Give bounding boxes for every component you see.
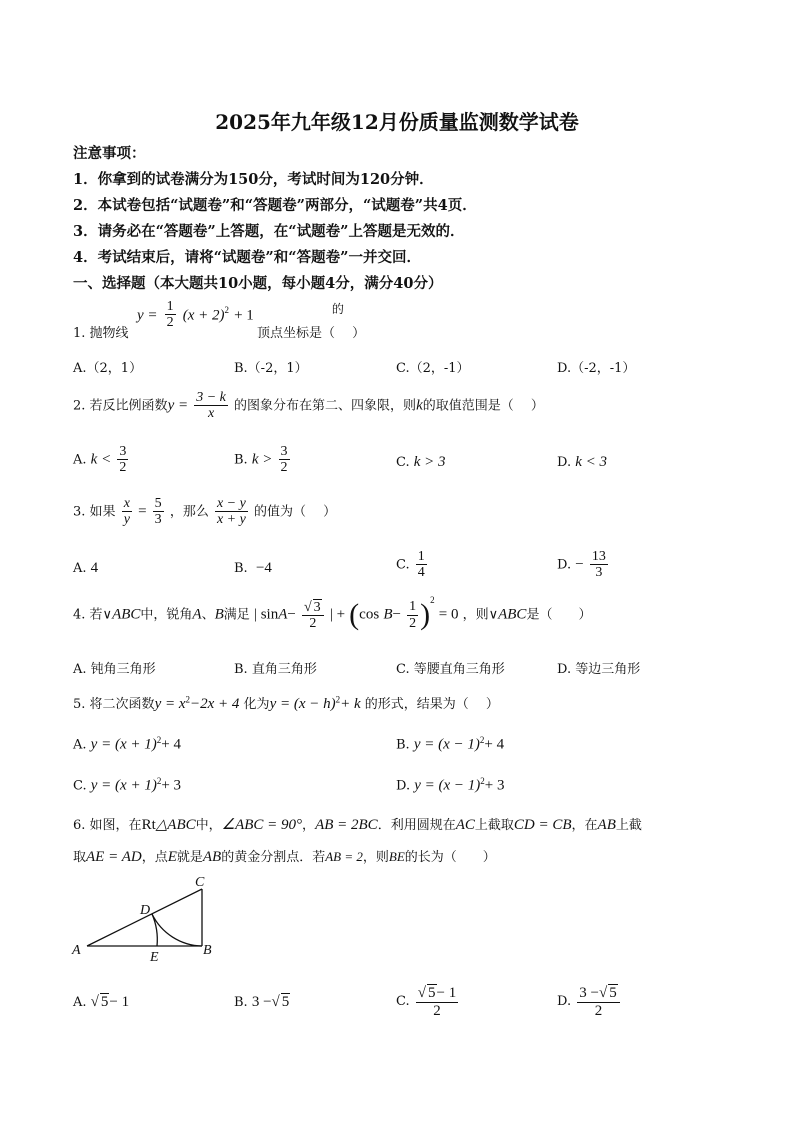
question-5-stem: 5. 将二次函数$y = x^2-2x + 4$ 化为$y = (x - h)^2+ k$ 的形式，结果为（ ） [73, 694, 499, 712]
option-a[interactable]: A. 钝角三角形 [73, 662, 156, 677]
label-e: E [150, 950, 159, 964]
notice-item: 2．本试卷包括“试题卷”和“答题卷”两部分，“试题卷”共4页． [73, 197, 477, 214]
option-c[interactable]: C. $\frac{1}{4}$ [396, 549, 425, 581]
option-b[interactable]: B. $y = (x - 1)^2+ 4$ [396, 735, 505, 753]
notice-item: 4．考试结束后，请将“试题卷”和“答题卷”一并交回． [73, 249, 421, 266]
question-6-stem-line1: 6. 如图，在Rt△ABC中，∠ABC = 90°，AB = 2BC．利用圆规在AC上截取CD = CB，在AB上截 [73, 817, 642, 833]
option-d[interactable]: D. 等边三角形 [557, 662, 641, 677]
notice-item: 3．请务必在“答题卷”上答题，在“试题卷”上答题是无效的． [73, 223, 465, 240]
option-a[interactable]: A.（2，1） [73, 361, 143, 376]
triangle-figure [68, 872, 228, 964]
question-3-stem: 3. 如果 $\frac{x}{y}$ = $\frac{5}{3}$ ，那么 $\frac{x - y}{x + y}$ 的值为（ ） [73, 496, 337, 528]
question-1-stem-tail: 顶点坐标是（ ） [257, 326, 366, 341]
option-b[interactable]: B. 3 −√ 5 [234, 994, 290, 1010]
option-d[interactable]: D.（-2，-1） [557, 361, 636, 376]
label-b: B [203, 943, 212, 958]
option-a[interactable]: A. $y = (x + 1)^2+ 4$ [73, 735, 181, 753]
option-c[interactable]: C. 等腰直角三角形 [396, 662, 505, 677]
option-d[interactable]: D. − $\frac{13}{3}$ [557, 549, 606, 581]
option-b[interactable]: B. 直角三角形 [234, 662, 317, 677]
label-c: C [195, 875, 205, 890]
option-d[interactable]: D. $\frac{3 -√ 5}{2}$ [557, 984, 622, 1019]
section-heading: 一、选择题（本大题共10小题，每小题4分，满分40分） [73, 275, 443, 292]
arc-cd [152, 914, 202, 946]
question-6-stem-line2: 取AE = AD，点E就是AB的黄金分割点．若AB = 2，则BE的长为（ ） [73, 849, 496, 865]
option-c[interactable]: C. $y = (x + 1)^2+ 3$ [73, 776, 182, 794]
option-a[interactable]: A. 4 [73, 560, 99, 576]
page-title: 2025年九年级12月份质量监测数学试卷 [215, 110, 579, 134]
question-1-stem: 1. 抛物线 [73, 326, 129, 341]
option-c[interactable]: C. $\frac{√ 5- 1}{2}$ [396, 985, 457, 1019]
option-a[interactable]: A. √ 5− 1 [73, 994, 130, 1010]
option-d[interactable]: D. k < 3 [557, 454, 608, 470]
option-d[interactable]: D. $y = (x - 1)^2+ 3$ [396, 776, 505, 794]
option-b[interactable]: B. −4 [234, 560, 272, 576]
notice-item: 1．你拿到的试卷满分为150分，考试时间为120分钟． [73, 171, 434, 188]
question-number: 1. [73, 326, 86, 341]
option-c[interactable]: C. k > 3 [396, 454, 446, 470]
option-b[interactable]: B.（-2，1） [234, 361, 308, 376]
option-c[interactable]: C.（2，-1） [396, 361, 470, 376]
option-a[interactable]: A. k < $\frac{3}{2}$ [73, 444, 127, 476]
question-2-stem: 2. 若反比例函数y = $\frac{3 - k}{x}$ 的图象分布在第二、四象限，则k的取值范围是（ ） [73, 390, 544, 422]
option-b[interactable]: B. k > $\frac{3}{2}$ [234, 444, 288, 476]
label-d: D [140, 903, 151, 918]
label-a: A [72, 943, 81, 958]
question-4-stem: 4. 若∨ABC中，锐角A、B满足 | sinA− $\frac{√ 3}{2}$ | + (cos B− $\frac{1}{2}$ )$^2$ = 0 ，则∨ABC是（ ） [73, 595, 592, 631]
notice-heading: 注意事项： [73, 145, 146, 162]
question-1-formula: y = $\frac{1}{2}$ $(x + 2)^2 + 1$ $^的$ [137, 299, 344, 331]
